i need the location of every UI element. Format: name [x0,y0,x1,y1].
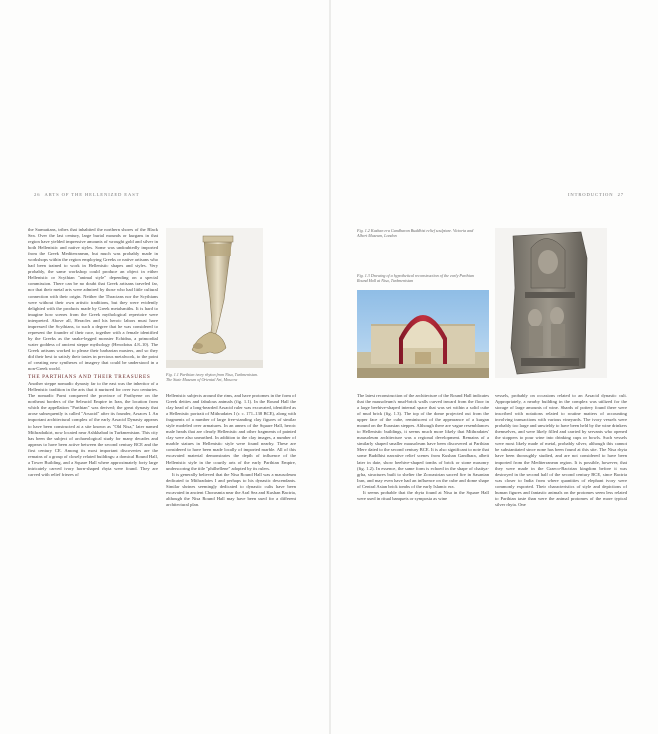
paragraph: It is generally believed that the Nisa Round Hall was a mausoleum dedicated to Mithradates I and perhaps to his dynastic descendants. Similar shrines seemingly dedicated to dynastic cults have been excavated in ancient Chorasmia near the Aral Sea and Kushan Bactria, although the Nisa Round Hall may have been used for a different architectural plan. [166,471,296,507]
running-head-right [568,192,624,197]
rhyton-photo [166,228,263,368]
round-hall-illustration [357,290,489,378]
figure-caption-3: Fig. 1.3 Drawing of a hypothetical reconstruction of the early Parthian Round Hall at Nisa, Turkmenistan [357,273,474,284]
running-head-left-text: ARTS OF THE HELLENIZED EAST [44,192,140,197]
gandharan-relief-photo [495,228,607,378]
figure-caption-2: Fig. 1.2 Kushan era Gandharan Buddhist relief sculpture. Victoria and Albert Museum, London [357,228,474,239]
paragraph: vessels, probably on occasions related to an Arsacid dynastic cult. Appropriately, a nearby building in the complex was utilized for the storage of large amounts of wine. Shards of pottery found there were inscribed with notations related to routine matters of accounting involving transactions with various vineyards. The ivory vessels were probably too large and unwieldy to have been held by the wine drinkers themselves, and were likely filled and carried by servants who opened the stoppers to pour wine into drinking cups or bowls. Such vessels were most likely made of metal, probably silver, although this cannot be substantiated since none has been found at this site. The Nisa rhyta have been thoroughly studied, and are not considered to have been imported from the Mediterranean region. It is possible, however, that they were made in the Graeco-Bactrian kingdom before it was destroyed in the second half of the second century BCE, since Bactria was closer to India from where quantities of elephant ivory were commonly exported. Their characteristics of style and depictions of human figures and fantastic animals on the protomes seem less related to Parthian taste than were the animal protomes of the more typical silver rhyta. One [495,393,627,507]
paragraph: the Sarmatians, tribes that inhabited the northern shores of the Black Sea. Over the last century, large burial mounds or kurgans in that region have yielded impressive amounts of wrought gold and silver in both Hellenistic and native styles. Some was undoubtedly imported from the Greek Mediterranean, but much was probably made in workshops within the region employing Greeks or native artisans who had been trained to work in Hellenistic shapes and styles. Very probably, the same workshop could produce an object in either Hellenistic or Scythian "animal style" depending on a special commission. There can be no doubt that Greek artisans traveled far, nor that their metal arts were admired by those who had little cultural connection with their origin. Neither the Thracians nor the Scythians were without their own artistic traditions, but they were evidently delighted with the products made by Greek metalsmiths. It is hard to imagine how scenes from the Greek mythological repertoire were interpreted. Above all, Heracles and his heroic labors must have impressed the Scythians, to such a degree that he was considered to represent the founder of their race, together with a female identified by the Greeks as the snake-legged monster Echidna, a primordial water goddess of ancient steppe mythology (Herodotus 4.8–10). The Greek artisans worked to please their barbarian masters, and so they did their best to satisfy their tastes in precious metalwork, to the point of creating new syntheses of imagery that could be understood in a non-Greek world. [28,227,158,372]
figure-caption-1: Fig. 1.1 Parthian ivory rhyton from Nisa, Turkmenistan. The State Museum of Oriental Art, Moscow [166,372,258,383]
running-head-left [34,192,139,197]
right-page-column-1 [357,393,489,569]
paragraph: Another steppe nomadic dynasty far to the east was the inheritor of a Hellenistic tradition in the arts that it nurtured for over two centuries. The nomadic Parni conquered the province of Parthyene on the northeast borders of the Seleucid Empire in Iran, the location from which the appellation "Parthian" was derived; the great dynasty that arose subsequently is called "Arsacid" after its founder, Arsaces I. An important architectural complex of the early Arsacid Dynasty appears to have been constructed at a site known as "Old Nisa," later named Mithradatkirt, now located near Ashkhabad in Turkmenistan. This city has been the subject of archaeological study for many decades and appears to have been active between the second century BCE and the first century CE. Among its most important discoveries are the remains of a group of closely related buildings: a domical Round Hall, a Tower Building, and a Square Hall where approximately forty large intricately carved ivory horn-shaped rhyta were found. They are carved with relief friezes of [28,381,158,477]
gandharan-relief-illustration [495,228,607,378]
gutter [329,0,331,734]
round-hall-reconstruction [357,290,489,378]
right-page-column-2 [495,393,627,569]
paragraph: The latest reconstruction of the architecture of the Round Hall indicates that the mausoleum's mud-brick walls curved inward from the floor in a large beehive-shaped internal space that was set within a solid cube of mud brick (fig. 1.3). The top of the dome projected out from the upper face of the cube, reminiscent of the appearance of a kurgan mound on the Eurasian steppes. Although there are vague resemblances to Hellenistic buildings, it seems much more likely that Mithradates' mausoleum architecture was a regional development. Remains of a similarly shaped smaller mausoleum have been discovered at Parthian Merv dated to the second century BCE. It is also significant to note that some Buddhist narrative relief scenes from Kushan Gandhara, albeit later in date, show beehive-shaped tombs of brick or stone masonry (fig. 1.2). In essence, the same form is echoed in the shape of chaitya-gṛha, structures built to shelter the Zoroastrian sacred fire in Sasanian Iran, and may even have had an influence on the cube and dome shape of Central Asian brick tombs of the early Islamic era. [357,393,489,489]
running-head-right-text: INTRODUCTION [567,192,614,197]
folio-right: 27 [617,192,624,197]
left-page-column-2 [166,393,296,569]
paragraph: It seems probable that the rhyta found at Nisa in the Square Hall were used in ritual banquets or symposia as wine [357,489,489,501]
section-heading: THE PARTHIANS AND THEIR TREASURES [28,374,151,381]
paragraph: Hellenistic subjects around the rims, and have protomes in the form of Greek deities and fabulous animals (fig. 1.1). In the Round Hall the clay head of a long-bearded Arsacid ruler was excavated, identified as a Hellenistic portrait of Mithradates I (r. c. 171–138 BCE), along with fragments of a number of large free-standing clay figures of similar style modeled over armatures. In an annex of the Square Hall, heroic male heads that are clearly Hellenistic and other fragments of painted clay were also unearthed. In addition to the clay images, a number of marble statues in Hellenistic style were found nearby. These are considered to have been made locally of imported marble. All of this excavated material demonstrates the depth of influence of the Hellenistic style in the courtly arts of the early Parthian Empire, underscoring the title "philhellene" adopted by its rulers. [166,393,296,471]
folio-left: 26 [34,192,41,197]
rhyton-illustration [166,228,263,368]
left-page-column-1 [28,227,158,569]
